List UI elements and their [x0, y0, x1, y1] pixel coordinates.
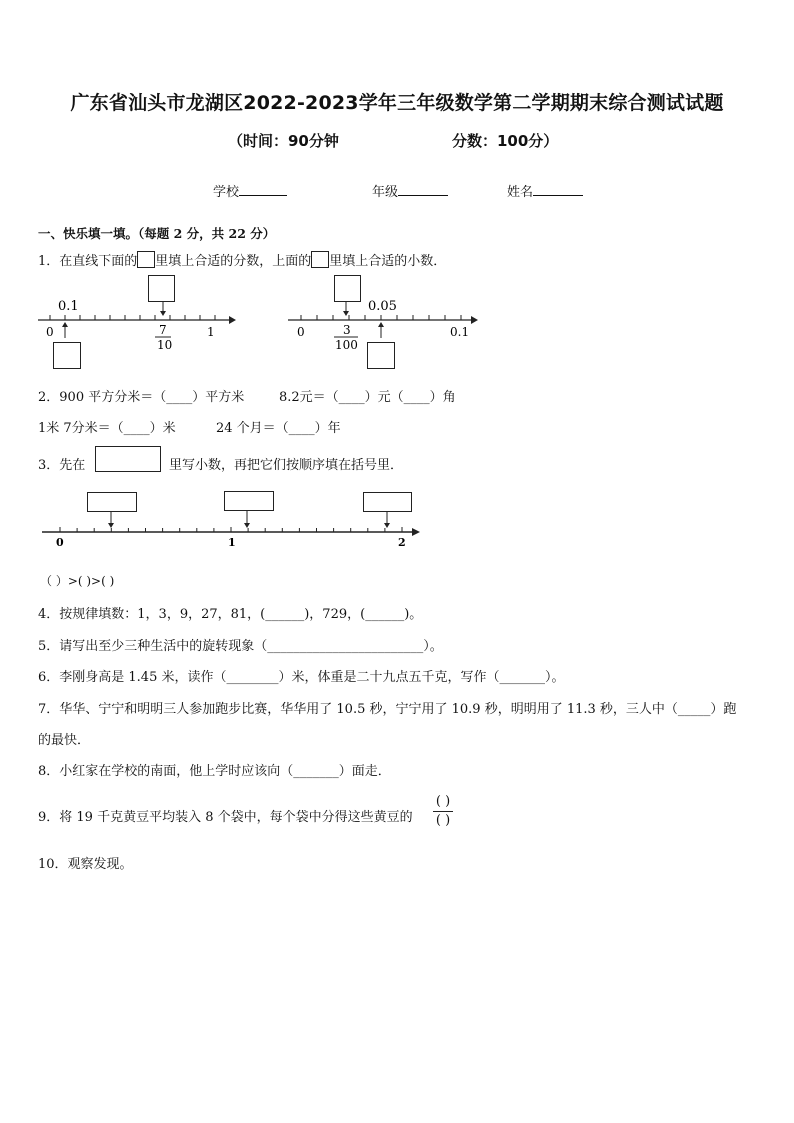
question-3b: 里写小数，再把它们按顺序填在括号里． — [169, 458, 404, 473]
nl2-end: 0.1 — [450, 325, 470, 339]
nl3-zero: 0 — [56, 536, 64, 549]
nl3-two: 2 — [398, 536, 406, 549]
q3-answer-box-2[interactable] — [224, 491, 274, 511]
name-field[interactable] — [507, 181, 583, 200]
question-2d: 24 个月＝（____）年 — [216, 421, 341, 436]
nl2-frac-num: 3 — [343, 323, 351, 337]
name-label: 姓名 — [507, 185, 534, 200]
q1-text-b: 里填上合适的分数，上面的 — [155, 254, 312, 269]
q1-text-c: 里填上合适的小数． — [329, 254, 447, 269]
nl1-zero: 0 — [46, 325, 54, 339]
question-1 — [38, 250, 446, 269]
nl1-one: 1 — [207, 325, 215, 339]
q1-text-a: 1．在直线下面的 — [38, 254, 138, 269]
q9-fraction-denominator: ( ) — [435, 813, 451, 828]
question-7b: 的最快． — [38, 733, 91, 748]
nl2-frac-den: 100 — [335, 338, 358, 352]
exam-time: （时间：90分钟 — [228, 132, 339, 150]
question-2c: 1米 7分米＝（____）米 — [38, 421, 176, 436]
question-7a: 7．华华、宁宁和明明三人参加跑步比赛，华华用了 10.5 秒，宁宁用了 10.9 秒，明明用了 11.3 秒，三人中（_____）跑 — [38, 702, 737, 717]
school-field[interactable] — [213, 181, 287, 200]
grade-field[interactable] — [372, 181, 448, 200]
exam-score: 分数：100分） — [452, 132, 559, 150]
nl1-top-label: 0.1 — [58, 299, 79, 314]
q3-answer-box-3[interactable] — [363, 492, 412, 512]
question-5: 5．请写出至少三种生活中的旋转现象（________________________）。 — [38, 639, 443, 654]
page-title: 广东省汕头市龙湖区2022-2023学年三年级数学第二学期期末综合测试试题 — [70, 92, 724, 114]
q3-example-box — [95, 446, 161, 472]
nl2-zero: 0 — [297, 325, 305, 339]
nl1-frac-den: 10 — [157, 338, 173, 352]
nl1-frac-num: 7 — [159, 323, 167, 337]
nl1-top-answer-box[interactable] — [148, 275, 175, 302]
nl2-bottom-answer-box[interactable] — [367, 342, 395, 369]
question-3a: 3．先在 — [38, 458, 86, 473]
q9-fraction-blank[interactable] — [431, 794, 455, 829]
q3-answer-box-1[interactable] — [87, 492, 137, 512]
section-heading: 一、快乐填一填。（每题 2 分，共 22 分） — [38, 226, 276, 241]
nl2-top-label: 0.05 — [368, 299, 397, 314]
question-6: 6．李刚身高是 1.45 米，读作（________）米，体重是二十九点五千克，写作（_______）。 — [38, 670, 565, 685]
question-4: 4．按规律填数：1，3，9，27，81，(______)，729，(______)。 — [38, 607, 423, 622]
nl3-one: 1 — [228, 536, 236, 549]
q9-fraction-numerator: ( ) — [435, 794, 451, 809]
nl1-bottom-answer-box[interactable] — [53, 342, 81, 369]
question-8: 8．小红家在学校的南面，他上学时应该向（_______）面走． — [38, 764, 391, 779]
question-2b: 8.2元＝（____）元（____）角 — [279, 390, 456, 405]
question-2a: 2．900 平方分米＝（____）平方米 — [38, 390, 245, 405]
question-9: 9．将 19 千克黄豆平均装入 8 个袋中，每个袋中分得这些黄豆的 — [38, 810, 413, 825]
grade-label: 年级 — [372, 185, 399, 200]
q3-order-blanks[interactable]: （ ）>( )>( ) — [40, 574, 115, 588]
school-label: 学校 — [213, 185, 240, 200]
question-10: 10．观察发现。 — [38, 857, 133, 872]
nl2-top-answer-box[interactable] — [334, 275, 361, 302]
